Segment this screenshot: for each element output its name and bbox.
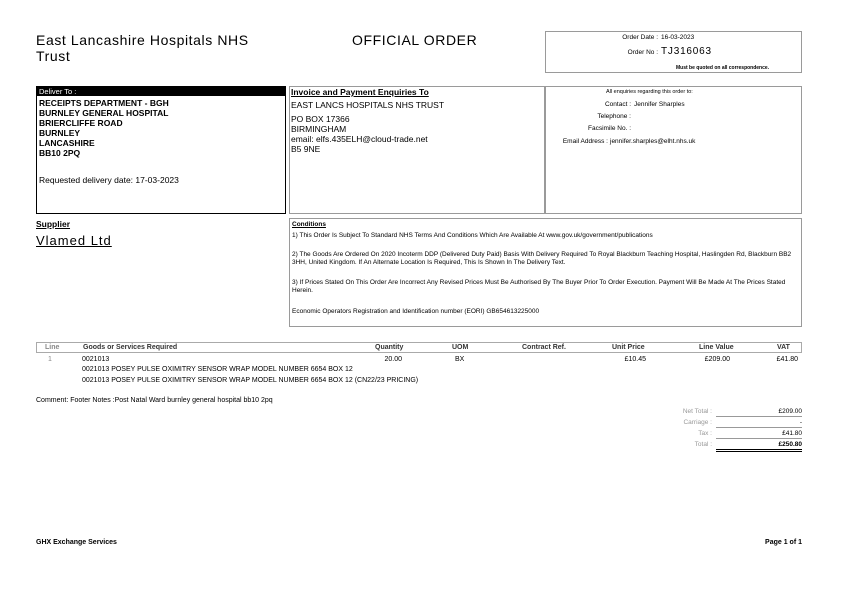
condition-item: 2) The Goods Are Ordered On 2020 Incoterm DDP (Delivered Duty Paid) Basis With Delivery Required To Royal Blackburn Teaching Hospital, Haslingden Rd, Blackburn BB2 3HH, United Kingdom. If An Alternate Location Is Required, This Is Shown In The Delivery Text.: [292, 251, 792, 266]
supplier-heading: Supplier: [36, 219, 71, 229]
org-name-line1: East Lancashire Hospitals NHS: [36, 32, 249, 48]
org-name-line2: Trust: [36, 48, 71, 64]
th-goods: Goods or Services Required: [83, 344, 178, 351]
th-quantity: Quantity: [375, 344, 404, 351]
invoice-line: email: elfs.435ELH@cloud-trade.net: [291, 134, 428, 144]
row-line-value: £209.00: [704, 356, 730, 363]
invoice-line: PO BOX 17366: [291, 114, 350, 124]
order-no: TJ316063: [661, 46, 712, 57]
invoice-line: BIRMINGHAM: [291, 124, 347, 134]
deliver-line: BURNLEY: [39, 128, 81, 138]
total-label: Total :: [694, 441, 712, 448]
row-vat: £41.80: [776, 356, 798, 363]
deliver-line: LANCASHIRE: [39, 138, 95, 148]
items-table: [36, 342, 802, 390]
deliver-line: BURNLEY GENERAL HOSPITAL: [39, 108, 169, 118]
th-contract: Contract Ref.: [522, 344, 566, 351]
invoice-heading: Invoice and Payment Enquiries To: [291, 87, 429, 97]
fax-label: Facsimile No. :: [588, 125, 631, 132]
telephone-label: Telephone :: [597, 113, 631, 120]
email-value: jennifer.sharples@elht.nhs.uk: [610, 138, 696, 145]
enquiries-box: [545, 86, 802, 214]
row-code: 0021013: [82, 356, 110, 363]
condition-item: 1) This Order Is Subject To Standard NHS Terms And Conditions Which Are Available At www.gov.uk/government/publications: [292, 232, 653, 239]
requested-delivery-date: Requested delivery date: 17-03-2023: [39, 175, 179, 185]
tax-label: Tax :: [698, 430, 712, 437]
net-total-value: £209.00: [716, 408, 802, 417]
doc-title: OFFICIAL ORDER: [352, 32, 478, 48]
th-unit-price: Unit Price: [612, 344, 645, 351]
enquiries-note: All enquiries regarding this order to:: [606, 89, 693, 95]
totals-block: [640, 406, 802, 452]
invoice-line: B5 9NE: [291, 144, 321, 154]
carriage-label: Carriage :: [683, 419, 712, 426]
deliver-line: BB10 2PQ: [39, 148, 81, 158]
row-quantity: 20.00: [384, 356, 402, 363]
invoice-box: [289, 86, 545, 214]
order-date: 16-03-2023: [661, 34, 695, 41]
supplier-name: Vlamed Ltd: [36, 233, 112, 248]
footer-left: GHX Exchange Services: [36, 539, 117, 546]
order-no-label: Order No :: [627, 49, 658, 56]
carriage-value: -: [716, 419, 802, 428]
row-desc2: 0021013 POSEY PULSE OXIMITRY SENSOR WRAP MODEL NUMBER 6654 BOX 12 (CN22/23 PRICING): [82, 377, 419, 384]
invoice-line: EAST LANCS HOSPITALS NHS TRUST: [291, 100, 445, 110]
order-info-box: [545, 31, 802, 73]
email-label: Email Address :: [562, 138, 608, 145]
th-uom: UOM: [452, 344, 469, 351]
deliver-line: BRIERCLIFFE ROAD: [39, 118, 123, 128]
deliver-to-address: [39, 98, 169, 158]
row-uom: BX: [455, 356, 465, 363]
deliver-line: RECEIPTS DEPARTMENT - BGH: [39, 98, 169, 108]
total-value: £250.80: [716, 441, 802, 452]
quote-note: Must be quoted on all correspondence.: [676, 65, 770, 71]
contact-value: Jennifer Sharples: [634, 101, 685, 108]
table-header-row: [36, 342, 802, 353]
th-vat: VAT: [777, 344, 790, 351]
conditions-heading: Conditions: [292, 221, 326, 228]
th-line: Line: [45, 344, 60, 351]
condition-item: Economic Operators Registration and Identification number (EORI) GB654613225000: [292, 308, 540, 315]
invoice-address: [291, 100, 444, 154]
comment: Comment: Footer Notes :Post Natal Ward burnley general hospital bb10 2pq: [36, 397, 273, 404]
contact-label: Contact :: [604, 101, 631, 108]
row-desc1: 0021013 POSEY PULSE OXIMITRY SENSOR WRAP MODEL NUMBER 6654 BOX 12: [82, 366, 353, 373]
conditions-box: [289, 218, 802, 327]
condition-item: 3) If Prices Stated On This Order Are Incorrect Any Revised Prices Must Be Authorised By The Buyer Prior To Order Execution. Payment Will Be Made At The Prices Stated Herein.: [292, 279, 786, 294]
th-line-value: Line Value: [699, 344, 734, 351]
footer-page: Page 1 of 1: [765, 539, 802, 546]
row-unit-price: £10.45: [624, 356, 646, 363]
deliver-to-heading: Deliver To :: [37, 87, 285, 96]
table-row: [36, 353, 802, 390]
row-line: 1: [48, 356, 52, 363]
deliver-to-box: [36, 86, 286, 214]
tax-value: £41.80: [716, 430, 802, 439]
org-name: [36, 32, 249, 64]
order-date-label: Order Date :: [622, 34, 658, 41]
net-total-label: Net Total :: [682, 408, 712, 415]
